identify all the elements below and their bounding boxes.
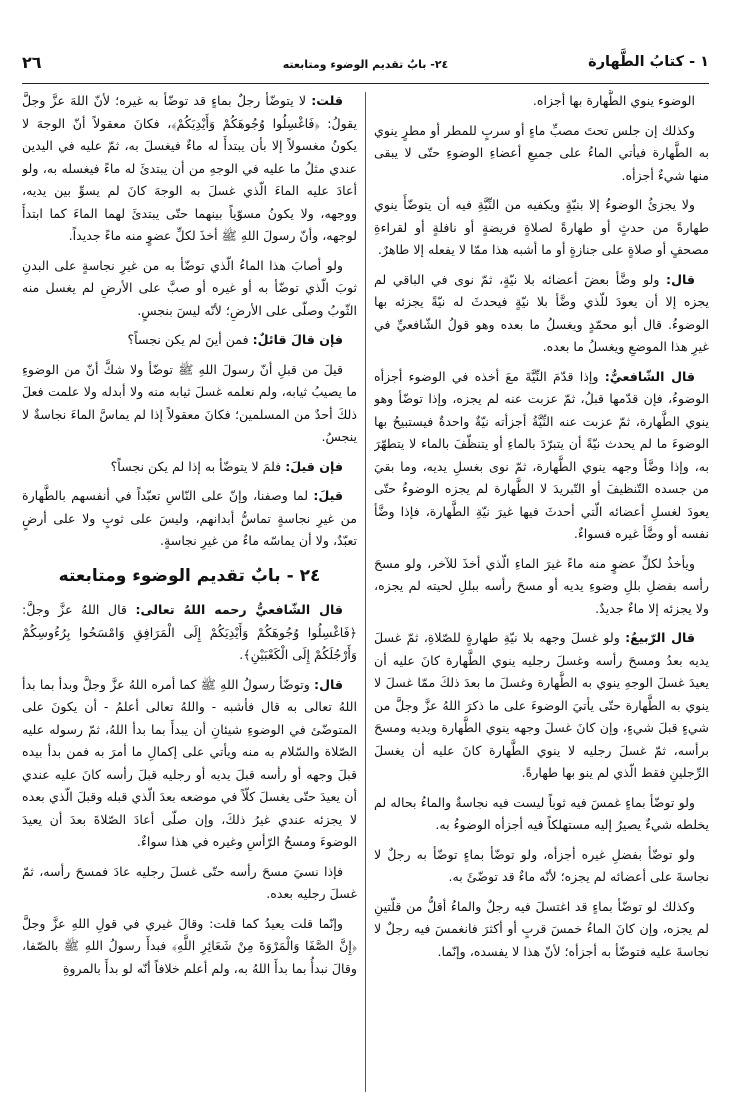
paragraph — [22, 913, 357, 981]
paragraph-lead: قال: — [314, 676, 343, 692]
paragraph — [22, 255, 357, 323]
paragraph — [22, 599, 357, 667]
left-text-column — [22, 90, 357, 1095]
paragraph — [22, 485, 357, 553]
paragraph — [22, 674, 357, 854]
paragraph — [22, 359, 357, 449]
paragraph-text: ويأخذُ لكلِّ عضوٍ منه ماءً غيرَ الماءِ الّذي أخذَ للآخر، ولو مسحَ رأسه بفضلِ بللِ وضوءِ يديه أو مسحَ رأسه ببللِ لحيته لم يجزه، ولا يجزئه إلا ماءٌ جديدٌ. — [374, 555, 709, 616]
paragraph-lead: قال الشّافعيُّ رحمه اللهُ تعالى: — [135, 602, 343, 617]
header-chapter-title: ٢٤- بابٌ تقديم الوضوء ومتابعته — [282, 58, 449, 71]
right-text-column — [374, 90, 709, 1095]
paragraph-lead: قلت: — [311, 93, 343, 108]
paragraph-text: فمن أينَ لم يكن نجساً؟ — [127, 332, 249, 347]
header-section-title: ١ - كتابُ الطَّهارة — [588, 54, 709, 70]
paragraph-text: وكذلك لو توضّأ بماءٍ قد اغتسلَ فيه رجلٌ والماءُ أقلُّ من قلّتينِ لم يجزه، وإن كانَ الماءُ خمسَ قربٍ أو أكثرَ فانغمسَ فيه رجلٌ لا نجاسةَ عليه فتوضّأ به أجزأه؛ لأنّ هذا لا يفسده، وإنّما. — [374, 898, 709, 959]
paragraph — [22, 90, 357, 248]
paragraph — [374, 366, 709, 546]
paragraph — [374, 90, 709, 113]
paragraph-text: ولا يجزئُ الوضوءُ إلا بنيّةٍ ويكفيه من النِّيَّةِ فيه أن يتوضّأَ ينوي طهارةً من حدثٍ أو طهارةً لصلاةٍ فريضةٍ أو نافلةٍ أو لقراءةِ مصحفٍ أو صلاةٍ على جنازةٍ أو ما أشبه هذا ممّا لا يفعله إلا طاهرٌ. — [374, 197, 709, 257]
paragraph — [374, 553, 709, 621]
paragraph-text: وإذا قدّمَ النِّيَّةَ معَ أخذه في الوضوء أجزأه الوضوءُ، فإن قدّمها قبلُ، ثمّ عزبت عنه لم يجزه، وإذا توضّأ وهو ينوي الطَّهارة، ثمّ عزبت عنه النِّيَّةُ أجزأته نيّةٌ واحدةٌ فيستبيحُ بها الوضوءَ ما لم يحدث نيّةً أن يتبرّدَ بالماءِ أو يتنظّفَ بالماء لا يتطهّرَ به، وإذا وضَّأ وجهه ينوي الطَّهارة، ثمّ نوى بغسلِ يديه، وما بقيَ من جسده التّنظيفَ أو التّبريدَ لا الطَّهارة لم يجزه الوضوءُ حتّى يعودَ لغسلِ أعضائه الّتي أحدثَ فيها غيرَ نيّةِ الطَّهارة، فإذا وضَّأ نفسه أو وضَّأ غيره فسواءٌ. — [374, 368, 709, 541]
paragraph-text: وتوضّأ رسولُ اللهِ ﷺ كما أمره اللهُ عزَّ وجلَّ وبدأ بما بدأ اللهُ تعالى به قال فأشبه - واللهُ تعالى أعلمُ - أن يكونَ على المتوضّئ في الوضوءِ شيئانِ أن يبدأَ بما بدأ اللهُ، ثمّ رسوله عليه الصّلاة والسّلام به منه ويأتي على إكمالِ ما أمرَ به فمن بدأ بيده قبلَ وجهه أو رأسه قبلَ يديه أو رجليه قبلَ رأسه كانَ عليه عندي أن يعيدَ حتّى يغسلَ كلّاً في موضعه بعدَ الّذي قبله وقبلَ الّذي بعده لا يجزئه عندي غيرُ ذلكَ، وإن صلّى أعادَ الصّلاةَ بعدَ أن يعيدَ الوضوءَ ومسحُ الرّأسِ وغيره في هذا سواءٌ. — [22, 676, 357, 849]
running-header — [22, 44, 709, 84]
header-rule — [22, 83, 709, 84]
paragraph — [22, 456, 357, 479]
paragraph-text: لما وصفنا، وإنّ على النّاسِ تعبّداً في أنفسهم بالطَّهارة من غيرِ نجاسةٍ تماسُّ أبدانهم، وليسَ على ثوبٍ ولا على أرضٍ تعبّدٌ، ولا أن يماسّه ماءٌ من غيرِ نجاسةٍ. — [22, 488, 357, 548]
paragraph — [374, 120, 709, 188]
column-divider — [365, 92, 366, 1092]
paragraph — [374, 269, 709, 359]
paragraph — [374, 194, 709, 262]
paragraph — [374, 792, 709, 837]
page-number: ٢٦ — [22, 53, 42, 72]
paragraph-text: الوضوء ينوي الطَّهارة بها أجزاه. — [532, 93, 695, 108]
paragraph-text: ولو توضّأ بماءٍ غمسَ فيه ثوباً ليست فيه نجاسةٌ والماءُ بحاله لم يخلطه شيءٌ يصيرُ إليه مستهلكاً فيه أجزأه الوضوءُ به. — [374, 794, 709, 832]
paragraph — [374, 896, 709, 964]
section-title: ٢٤ - بابٌ تقديم الوضوء ومتابعته — [58, 565, 321, 586]
paragraph-text: وكذلك إن جلس تحتَ مصبِّ ماءٍ أو سربٍ للمطر أو مطرٍ ينوي به الطَّهارة فيأتي الماءُ على جميعِ أعضاءِ الوضوءِ حتّى لا يبقى منها شيءٌ أجزأه. — [374, 122, 709, 183]
paragraph-text: ولو غسلَ وجهه بلا نيّةِ طهارةٍ للصّلاةِ، ثمّ غسلَ يديه بعدُ ومسحَ رأسه وغسلَ رجليه ينوي الطَّهارة كانَ عليه أن يعيدَ غسلَ الوجهِ ينوي به الطَّهارة وغسلَ ما بعدَ ذلكَ ممّا غسلَ لا ينوي به الطَّهارة حتّى يأتيَ الوضوءَ على ما ذكرَ اللهُ عزَّ وجلَّ من شيءٍ قبلَ شيءٍ، وإن كانَ غسلَ وجهه ينوي الطَّهارة ويديه ومسحَ برأسه، ثمّ غسلَ رجليه لا ينوي الطَّهارة كانَ عليه أن يغسلَ الرِّجلينِ فقط الّذي لم ينو بها طهارةً. — [374, 630, 709, 780]
paragraph-text: قال اللهُ عزَّ وجلَّ: ﴿فَاغْسِلُوا وُجُوهَكُمْ وَأَيْدِيَكُمْ إِلَى الْمَرَافِقِ وَامْسَحُوا بِرُءُوسِكُمْ وَأَرْجُلَكُمْ إِلَى الْكَعْبَيْنِ﴾. — [22, 602, 357, 662]
paragraph-lead: فإن قيلَ: — [285, 458, 343, 474]
paragraph-text: وإنّما قلت يعيدُ كما قلت: وقالَ غيري في قولِ اللهِ عزَّ وجلَّ ﴿إِنَّ الصَّفَا وَالْمَرْوَةَ مِنْ شَعَائِرِ اللَّهِ﴾ فبدأَ رسولُ اللهِ ﷺ بالصّفا، وقالَ نبدأُ بما بدأَ اللهُ به، ولم أعلم خلافاً أنّه لو بدأَ بالمروةِ — [22, 915, 357, 976]
paragraph-text: فلمَ لا يتوضّأ به إذا لم يكن نجساً؟ — [110, 458, 282, 474]
paragraph-text: ولو وضَّأ بعضَ أعضائه بلا نيّةٍ، ثمّ نوى في الباقي لم يجزه إلا أن يعودَ للّذي وضَّأ بلا نيّةٍ فيحدثَ له نيّةً يجزئه بها الوضوءُ. قال أبو محمّدٍ ويغسلُ ما بعده وهو قولُ الشّافعيِّ في غيرِ هذا الموضعِ ويغسلُ ما بعده. — [374, 271, 709, 354]
paragraph — [22, 861, 357, 906]
paragraph — [374, 627, 709, 785]
paragraph-lead: قال الشّافعيُّ: — [604, 368, 695, 384]
paragraph-lead: فإن قالَ قائلٌ: — [252, 332, 343, 347]
paragraph-lead: قال الرّبيعُ: — [625, 630, 695, 645]
paragraph-text: قيلَ من قبلِ أنّ رسولَ اللهِ ﷺ توضّأ ولا شكَّ أنّ من الوضوءِ ما يصيبُ ثيابه، ولم نعلمه غسلَ ثيابه منه ولا أبدله ولا علمت فعلَ ذلكَ أحدٌ من المسلمين؛ فكانَ معقولاً إذا لم يماسَّ الماءَ نجاسةٌ لا ينجسُ. — [22, 361, 357, 444]
paragraph-lead: قيلَ: — [313, 488, 343, 503]
paragraph — [22, 329, 357, 352]
paragraph — [374, 844, 709, 889]
paragraph-lead: قال: — [666, 271, 695, 287]
paragraph-text: لا يتوضّأ رجلٌ بماءٍ قد توضّأ به غيره؛ لأنّ اللهَ عزَّ وجلَّ يقولُ: ﴿فَاغْسِلُوا وُجُوهَكُمْ وَأَيْدِيَكُمْ﴾، فكانَ معقولاً أنّ الوجهَ لا يكونُ مغسولاً إلا بأن يبتدأَ له ماءٌ فيغسلَ به، ثمّ عليه في اليدين عندي مثلُ ما عليه في الوجهِ من أن يبتدئَ له ماءً فيغسله به، ولو أعادَ عليه الماءَ الّذي غسلَ به الوجهَ كانَ لم يسوِّ بين يديه، ووجهه، ولا يكونُ مسوّياً بينهما حتّى يبتدئَ لهما الماءَ كما ابتدأَ لوجهه، وأنّ رسولَ اللهِ ﷺ أخذَ لكلِّ عضوٍ منه ماءً جديداً. — [22, 93, 357, 243]
paragraph-text: فإذا نسيَ مسحَ رأسه حتّى غسلَ رجليه عادَ فمسحَ رأسه، ثمّ غسلَ رجليه بعده. — [22, 863, 357, 901]
paragraph-text: ولو أصابَ هذا الماءُ الّذي توضّأ به من غيرِ نجاسةٍ على البدنِ ثوبَ الّذي توضّأ به أو غيره أو صبَّ على الأرضِ لم يغسل منه الثّوبُ وصلّى على الأرضِ؛ لأنّه ليسَ بنجسٍ. — [22, 257, 357, 318]
paragraph-text: ولو توضّأ بفضلِ غيره أجزأه، ولو توضّأ بماءٍ توضّأ به رجلٌ لا نجاسةَ على أعضائه لم يجزه؛ لأنّه ماءٌ قد توضّئَ به. — [374, 846, 709, 884]
